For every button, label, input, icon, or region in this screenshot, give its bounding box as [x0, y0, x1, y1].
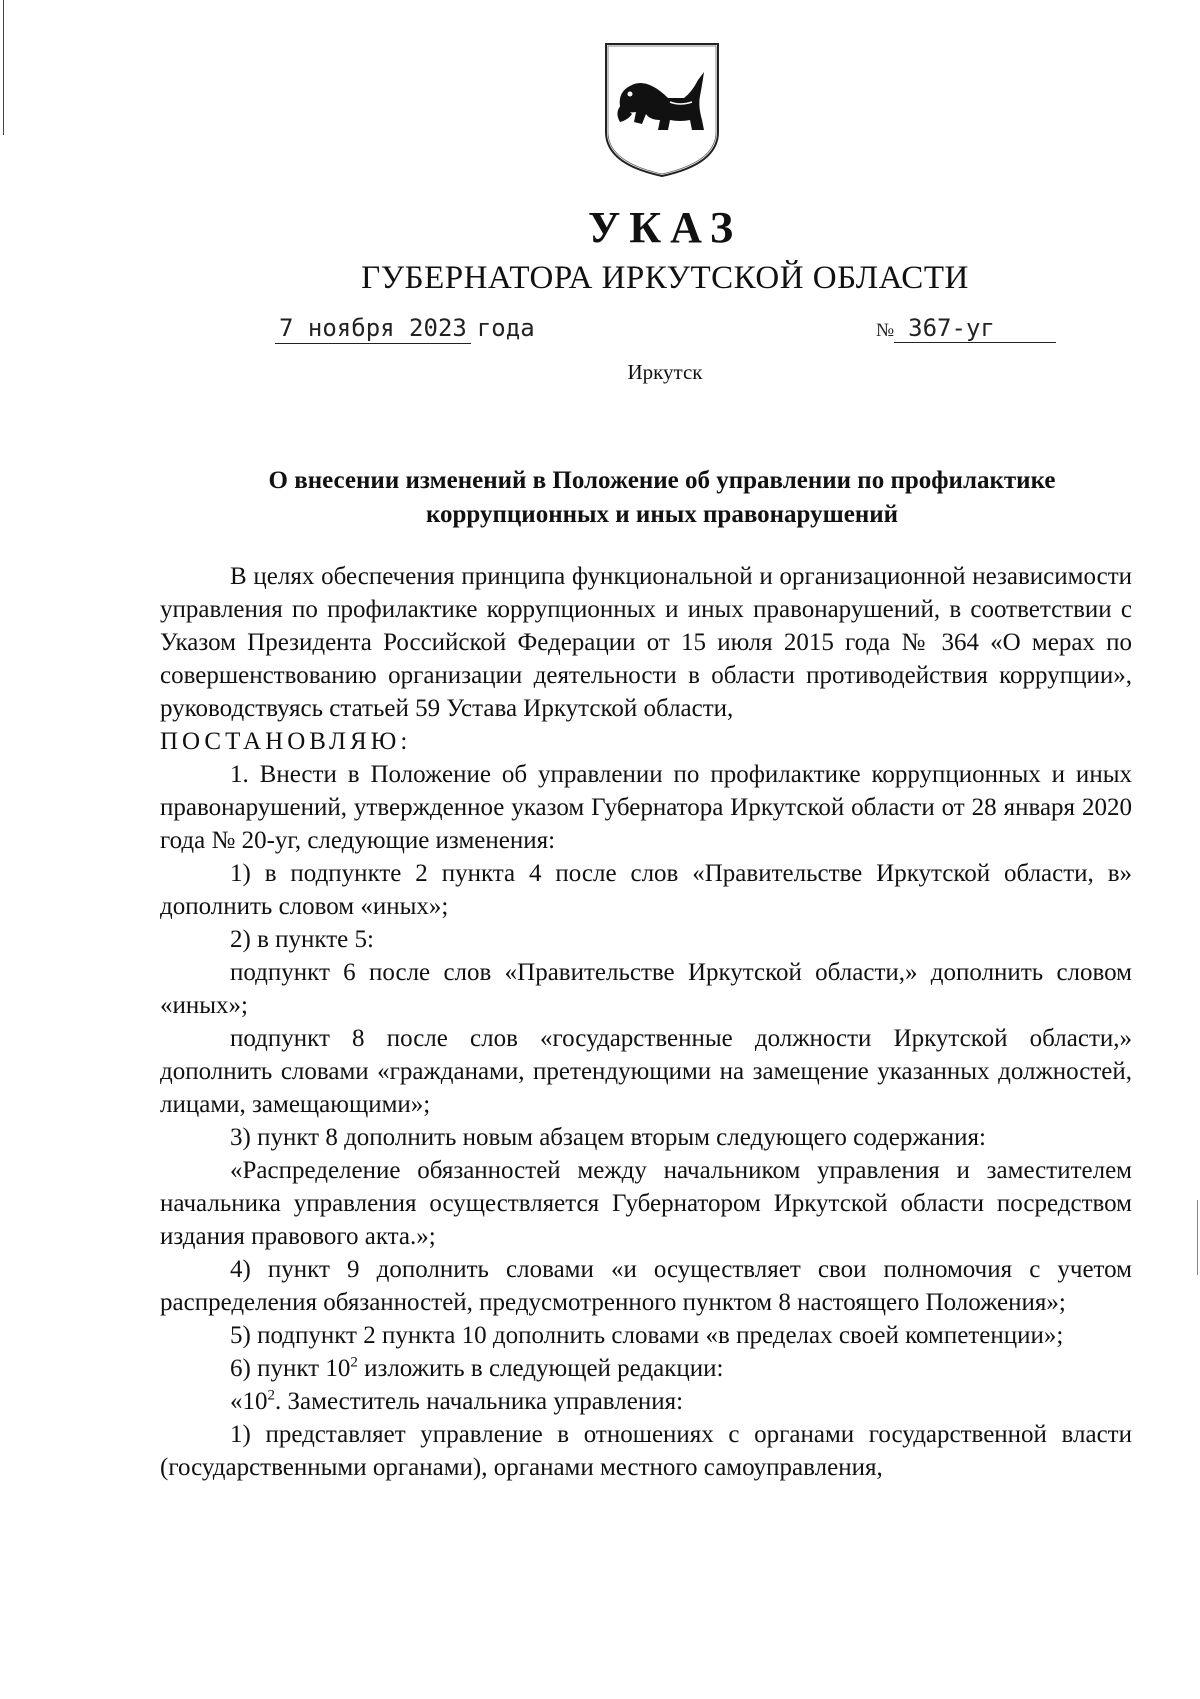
paragraph-11-text: «10: [230, 1388, 268, 1415]
scan-edge-line: [3, 0, 4, 135]
paragraph-9: 5) подпункт 2 пункта 10 дополнить словами «в пределах своей компетенции»;: [230, 1322, 1064, 1349]
scan-edge-line-right: [1197, 1200, 1198, 1275]
paragraph-7: «Распределение обязанностей между начальником управления и заместителем начальника управления осуществляется Губернатором Иркутской области посредством издания правового акта.»;: [160, 1157, 1132, 1250]
paragraph-1: 1. Внести в Положение об управлении по профилактике коррупционных и иных правонарушений, утвержденное указом Губернатора Иркутской области от 28 января 2020 года № 20-уг, следующие изменения:: [160, 761, 1132, 854]
document-type-heading: УКАЗ: [587, 203, 743, 252]
paragraph-11-text-end: . Заместитель начальника управления:: [275, 1388, 684, 1415]
document-title: [160, 464, 1164, 532]
date-value: 7 ноября 2023: [275, 314, 471, 344]
paragraph-2: 1) в подпункте 2 пункта 4 после слов «Правительстве Иркутской области, в» дополнить словом «иных»;: [160, 860, 1132, 920]
paragraph-8: 4) пункт 9 дополнить словами «и осуществляет свои полномочия с учетом распределения обязанностей, предусмотренного пунктом 8 настоящего Положения»;: [160, 1256, 1132, 1316]
preamble-paragraph: В целях обеспечения принципа функциональной и организационной независимости управления по профилактике коррупционных и иных правонарушений, в соответствии с Указом Президента Российской Федерации от 15 июля 2015 года № 364 «О мерах по совершенствованию организации деятельности в области противодействия коррупции», руководствуясь статьей 59 Устава Иркутской области,: [160, 563, 1132, 722]
document-date: [275, 314, 535, 344]
paragraph-6: 3) пункт 8 дополнить новым абзацем вторым следующего содержания:: [230, 1124, 986, 1151]
document-number: [876, 314, 1056, 343]
paragraph-11-superscript: 2: [267, 1387, 275, 1404]
paragraph-10-superscript: 2: [350, 1354, 358, 1371]
paragraph-10-text-end: изложить в следующей редакции:: [357, 1355, 724, 1382]
paragraph-10-text: 6) пункт 10: [230, 1355, 351, 1382]
paragraph-10: [160, 1352, 1132, 1385]
paragraph-3: 2) в пункте 5:: [230, 926, 374, 953]
number-value: 367-уг: [894, 314, 1056, 343]
document-body: [160, 560, 1132, 1484]
paragraph-11: [160, 1385, 1132, 1418]
coat-of-arms-icon: [600, 40, 724, 180]
paragraph-4: подпункт 6 после слов «Правительстве Иркутской области,» дополнить словом «иных»;: [160, 959, 1132, 1019]
number-sign: №: [876, 320, 895, 341]
issuer-heading: ГУБЕРНАТОРА ИРКУТСКОЙ ОБЛАСТИ: [361, 260, 969, 296]
decree-word: ПОСТАНОВЛЯЮ:: [160, 728, 412, 755]
paragraph-12: 1) представляет управление в отношениях с органами государственной власти (государственными органами), органами местного самоуправления,: [160, 1421, 1132, 1481]
document-city: Иркутск: [627, 360, 703, 384]
title-line-2: коррупционных и иных правонарушений: [425, 501, 899, 528]
paragraph-5: подпункт 8 после слов «государственные должности Иркутской области,» дополнить словами «гражданами, претендующими на замещение указанных должностей, лицами, замещающими»;: [160, 1025, 1132, 1118]
date-suffix: года: [476, 314, 535, 342]
title-line-1: О внесении изменений в Положение об управлении по профилактике: [268, 467, 1056, 494]
